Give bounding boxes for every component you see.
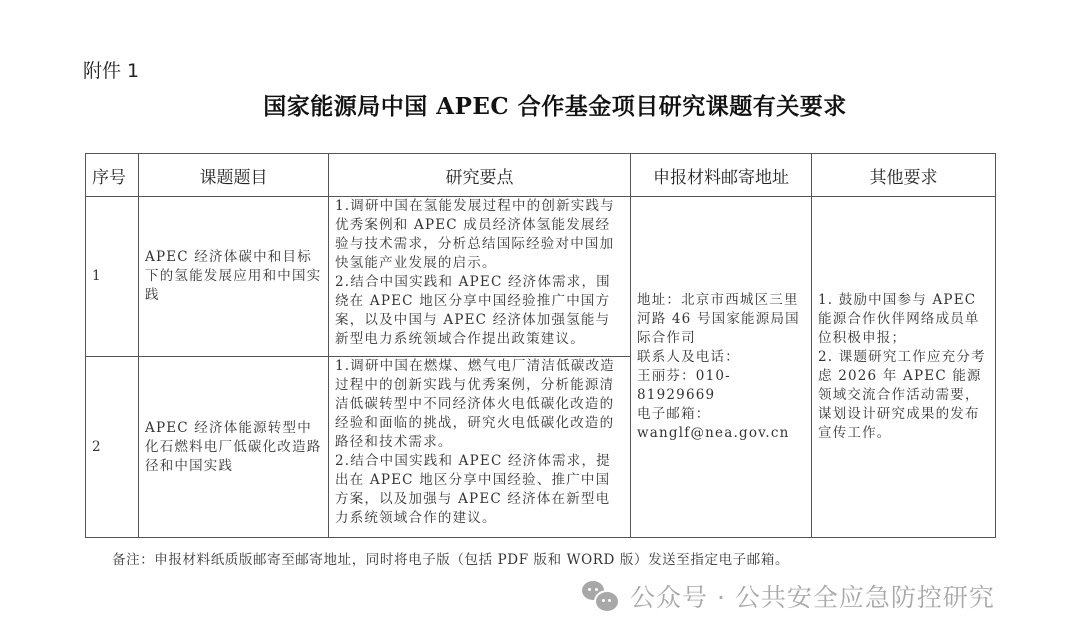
document-title: 国家能源局中国 APEC 合作基金项目研究课题有关要求	[263, 93, 847, 120]
watermark	[582, 578, 995, 614]
row-topic: APEC 经济体碳中和目标下的氢能发展应用和中国实践	[139, 197, 329, 357]
row-topic: APEC 经济体能源转型中化石燃料电厂低碳化改造路径和中国实践	[139, 357, 329, 538]
header-research-points: 研究要点	[329, 154, 631, 197]
row-research-points	[329, 357, 631, 538]
attachment-label: 附件 1	[83, 60, 140, 82]
research-point: 2.结合中国实践和 APEC 经济体需求，提出在 APEC 地区分享中国经验、推广中国方案，以及加强与 APEC 经济体在新型电力系统领域合作的建议。	[335, 453, 611, 526]
address-text: 地址：北京市西城区三里河路 46 号国家能源局国际合作司	[637, 292, 800, 346]
mailing-address-cell	[631, 197, 812, 538]
footnote: 备注：申报材料纸质版邮寄至邮寄地址，同时将电子版（包括 PDF 版和 WORD 版）发送至指定电子邮箱。	[112, 552, 790, 568]
other-requirements-cell	[812, 197, 996, 538]
header-other-requirements: 其他要求	[812, 154, 996, 197]
table-row	[86, 197, 996, 357]
table-header-row	[86, 154, 996, 197]
contact-label: 联系人及电话：	[637, 349, 740, 365]
email-label: 电子邮箱：	[637, 406, 711, 422]
other-requirement: 2. 课题研究工作应充分考虑 2026 年 APEC 能源领域交流合作活动需要，谋划设计研究成果的发布宣传工作。	[818, 349, 986, 441]
research-point: 2.结合中国实践和 APEC 经济体需求，围绕在 APEC 地区分享中国经验推广中国方案，以及中国与 APEC 经济体加强氢能与新型电力系统领域合作提出政策建议。	[335, 274, 611, 347]
other-requirement: 1. 鼓励中国参与 APEC 能源合作伙伴网络成员单位积极申报；	[818, 292, 980, 346]
row-research-points	[329, 197, 631, 357]
header-topic: 课题题目	[139, 154, 329, 197]
row-number: 2	[86, 357, 139, 538]
row-number: 1	[86, 197, 139, 357]
requirements-table	[85, 153, 996, 538]
email-address: wanglf@nea.gov.cn	[637, 425, 790, 441]
header-mailing-address: 申报材料邮寄地址	[631, 154, 812, 197]
research-point: 1.调研中国在氢能发展过程中的创新实践与优秀案例和 APEC 成员经济体氢能发展经验与技术需求，分析总结国际经验对中国加快氢能产业发展的启示。	[335, 198, 615, 271]
contact-phone: 王丽芬：010-81929669	[637, 368, 731, 403]
wechat-icon	[582, 579, 620, 613]
header-number: 序号	[86, 154, 139, 197]
research-point: 1.调研中国在燃煤、燃气电厂清洁低碳改造过程中的创新实践与优秀案例，分析能源清洁低碳转型中不同经济体火电低碳化改造的经验和面临的挑战，研究火电低碳化改造的路径和技术需求。	[335, 358, 615, 450]
watermark-text: 公众号 · 公共安全应急防控研究	[630, 583, 995, 612]
